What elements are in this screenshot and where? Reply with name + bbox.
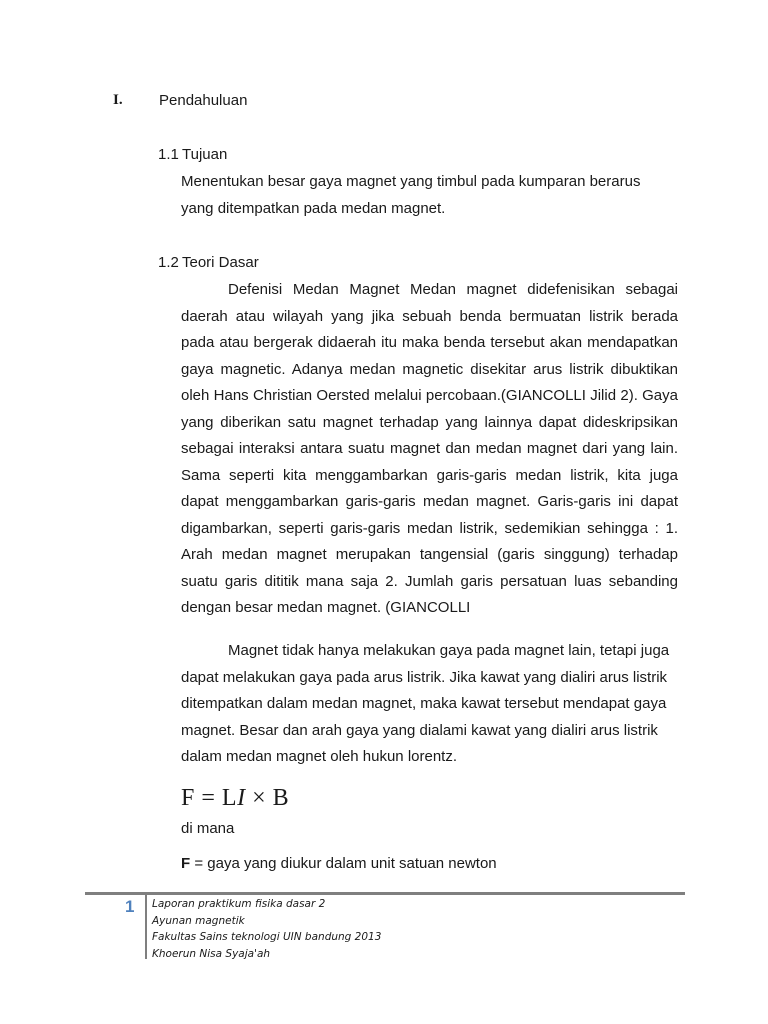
section-1-1-body: Menentukan besar gaya magnet yang timbul pada kumparan berarus yang ditempatkan pada medan magnet. <box>181 173 641 217</box>
force-definition <box>181 855 497 872</box>
formula-field-symbol: B <box>272 785 290 811</box>
force-definition-symbol: F <box>181 855 191 872</box>
lorentz-formula <box>181 785 289 812</box>
section-1-1-title: Tujuan <box>182 146 228 163</box>
formula-length-symbol: L <box>221 785 238 811</box>
section-1-2-title: Teori Dasar <box>182 254 259 271</box>
formula-force-symbol: F <box>181 785 195 811</box>
footer-line-faculty: Fakultas Sains teknologi UIN bandung 2013 <box>152 931 382 943</box>
section-1-1-number: 1.1 <box>158 146 179 163</box>
formula-current-symbol: I <box>237 785 246 811</box>
footer-text <box>152 896 381 962</box>
where-label: di mana <box>181 820 235 837</box>
force-definition-text: = gaya yang diukur dalam unit satuan newton <box>190 855 497 872</box>
section-1-2-body: Defenisi Medan Magnet Medan magnet didefenisikan sebagai daerah atau wilayah yang jika sebuah benda bermuatan listrik berada pada atau bergerak didaerah itu maka benda tersebut akan mendapatkan gaya magnetic. Adanya medan magnetic disekitar arus listrik dibuktikan oleh Hans Christian Oersted melalui percobaan.(GIANCOLLI Jilid 2). Gaya yang diberikan satu magnet terhadap yang lainnya dapat dideskripsikan sebagai interaksi antara suatu magnet dan medan magnet dari yang lain. Sama seperti kita menggambarkan garis-garis medan listrik, kita juga dapat menggambarkan garis-garis medan magnet. Garis-garis ini dapat digambarkan, seperti garis-garis medan listrik, sedemikian sehingga : 1. Arah medan magnet merupakan tangensial (garis singgung) terhadap suatu garis dititik mana saja 2. Jumlah garis persatuan luas sebanding dengan besar medan magnet. (GIANCOLLI <box>181 281 678 616</box>
footer-line-report: Laporan praktikum fisika dasar 2 <box>152 898 326 910</box>
footer-line-experiment: Ayunan magnetik <box>152 914 245 927</box>
section-1-2-paragraph-2: Magnet tidak hanya melakukan gaya pada magnet lain, tetapi juga dapat melakukan gaya pada arus listrik. Jika kawat yang dialiri arus listrik ditempatkan dalam medan magnet, maka kawat tersebut mendapat gaya magnet. Besar dan arah gaya yang dialami kawat yang dialiri arus listrik dalam medan magnet oleh hukun lorentz. <box>181 642 670 765</box>
section-1-2-number: 1.2 <box>158 254 179 271</box>
formula-cross-product: × <box>245 785 273 811</box>
page-number: 1 <box>125 897 135 916</box>
footer-line-author: Khoerun Nisa Syaja'ah <box>152 947 271 960</box>
footer-rule <box>85 892 685 895</box>
chapter-number: I. <box>113 92 123 108</box>
formula-equals: = <box>194 785 222 811</box>
footer-divider <box>145 895 147 959</box>
chapter-title: Pendahuluan <box>159 92 248 109</box>
